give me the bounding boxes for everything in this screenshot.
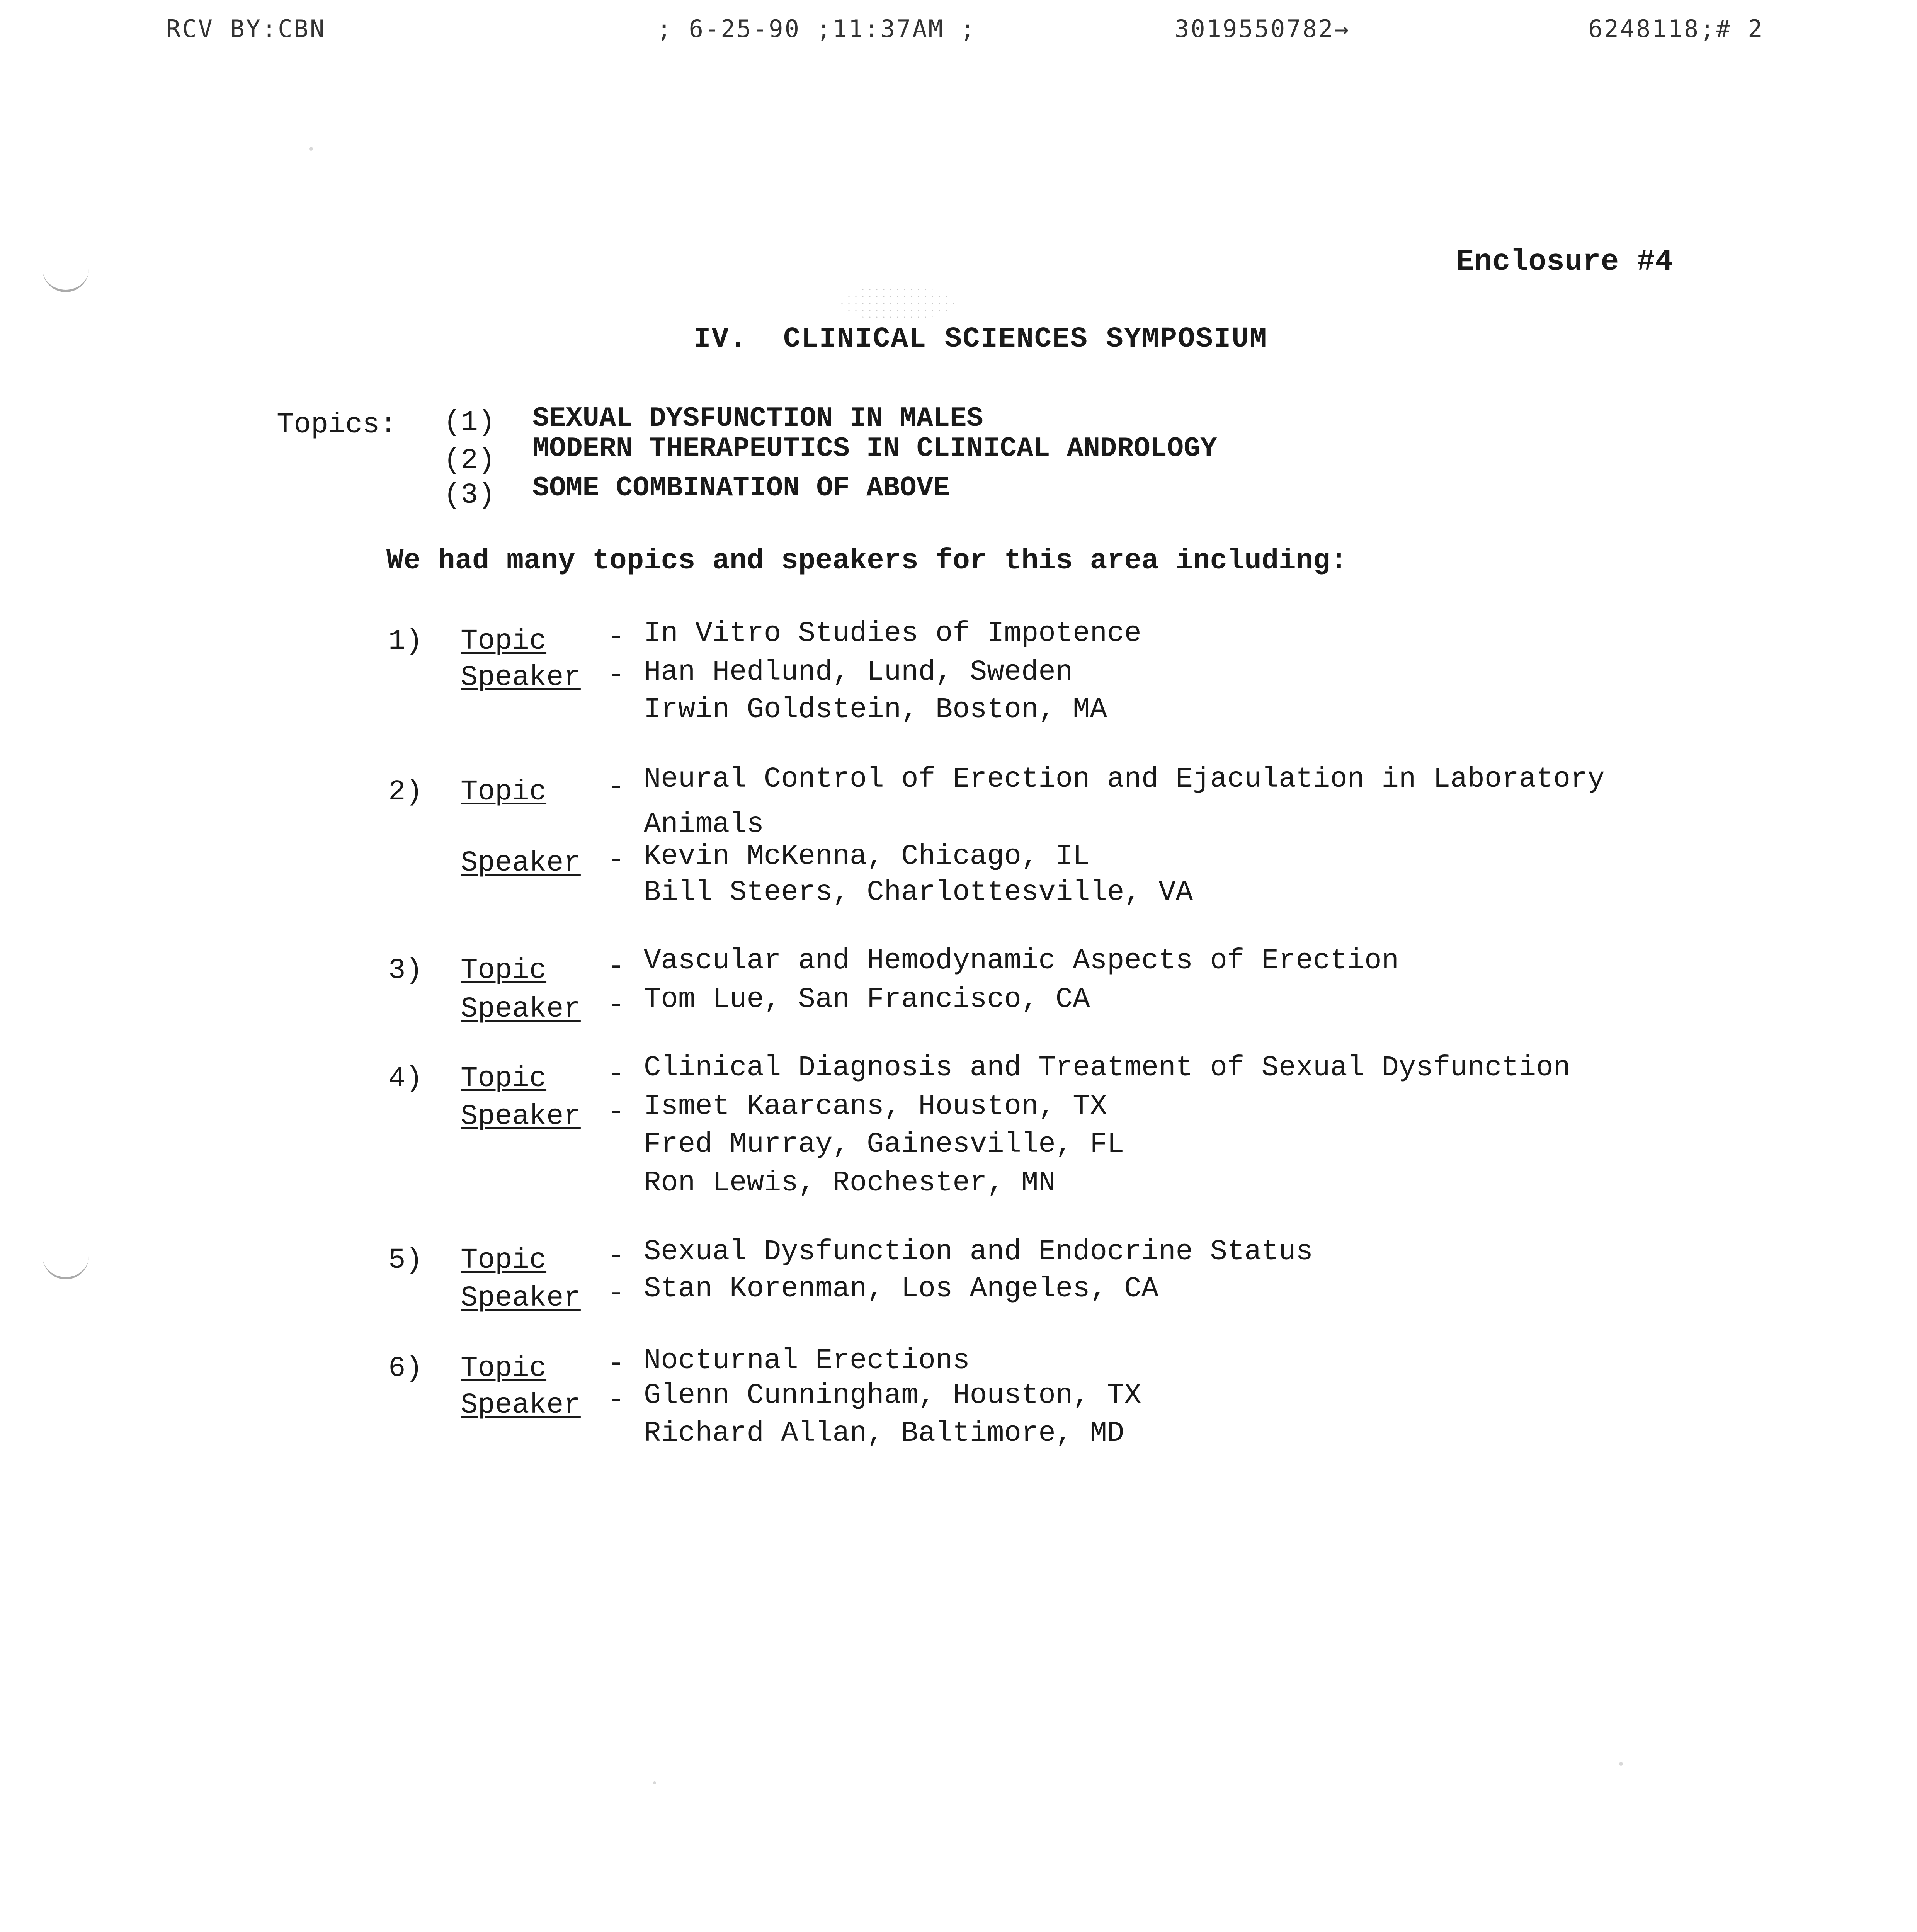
speaker: Ismet Kaarcans, Houston, TX xyxy=(644,1090,1107,1123)
topic-title: Nocturnal Erections xyxy=(644,1345,970,1377)
fax-page: 6248118;# 2 xyxy=(1588,15,1764,43)
speaker: Bill Steers, Charlottesville, VA xyxy=(644,876,1193,909)
topic-title: Clinical Diagnosis and Treatment of Sexual Dysfunction xyxy=(644,1052,1570,1084)
topic-title: Vascular and Hemodynamic Aspects of Erection xyxy=(644,945,1399,977)
item-number: 1) xyxy=(388,625,423,658)
separator-dash: - xyxy=(607,621,625,654)
fax-datetime: ; 6-25-90 ;11:37AM ; xyxy=(657,15,976,43)
topic-number: (3) xyxy=(444,479,495,512)
fax-phone: 3019550782→ xyxy=(1175,15,1351,43)
topic-title: In Vitro Studies of Impotence xyxy=(644,617,1141,650)
speaker-label: Speaker xyxy=(461,993,581,1026)
separator-dash: - xyxy=(607,951,625,983)
topic-number: (2) xyxy=(444,444,495,477)
speaker: Irwin Goldstein, Boston, MA xyxy=(644,694,1107,726)
separator-dash: - xyxy=(607,659,625,692)
speaker: Tom Lue, San Francisco, CA xyxy=(644,983,1090,1016)
separator-dash: - xyxy=(607,1058,625,1090)
topic-label: Topic xyxy=(461,625,547,658)
scan-noise xyxy=(1619,1762,1623,1766)
page-title: IV. CLINICAL SCIENCES SYMPOSIUM xyxy=(694,323,1268,355)
speaker: Ron Lewis, Rochester, MN xyxy=(644,1167,1056,1199)
speaker-label: Speaker xyxy=(461,847,581,879)
topic-number: (1) xyxy=(444,406,495,439)
separator-dash: - xyxy=(607,1348,625,1380)
topic-label: Topic xyxy=(461,1063,547,1095)
item-number: 5) xyxy=(388,1244,423,1277)
topic-label: Topic xyxy=(461,1244,547,1277)
scan-noise xyxy=(839,286,954,321)
separator-dash: - xyxy=(607,1240,625,1273)
speaker: Kevin McKenna, Chicago, IL xyxy=(644,840,1090,873)
speaker-label: Speaker xyxy=(461,1282,581,1315)
topics-label: Topics: xyxy=(277,409,397,441)
speaker: Han Hedlund, Lund, Sweden xyxy=(644,656,1073,689)
topic-text: MODERN THERAPEUTICS IN CLINICAL ANDROLOGY xyxy=(532,433,1217,464)
speaker: Fred Murray, Gainesville, FL xyxy=(644,1128,1124,1161)
speaker: Stan Korenman, Los Angeles, CA xyxy=(644,1273,1159,1305)
topic-label: Topic xyxy=(461,1352,547,1385)
topic-label: Topic xyxy=(461,954,547,987)
speaker: Richard Allan, Baltimore, MD xyxy=(644,1417,1124,1450)
item-number: 2) xyxy=(388,776,423,808)
item-number: 4) xyxy=(388,1063,423,1095)
intro-sentence: We had many topics and speakers for this area including: xyxy=(386,545,1347,577)
topic-text: SEXUAL DYSFUNCTION IN MALES xyxy=(532,403,983,434)
topic-text: SOME COMBINATION OF ABOVE xyxy=(532,472,950,504)
scan-artifact xyxy=(43,1242,89,1279)
speaker: Glenn Cunningham, Houston, TX xyxy=(644,1379,1141,1412)
separator-dash: - xyxy=(607,844,625,877)
enclosure-label: Enclosure #4 xyxy=(1456,245,1673,279)
item-number: 6) xyxy=(388,1352,423,1385)
scan-artifact xyxy=(43,255,89,292)
scan-noise xyxy=(653,1781,656,1784)
separator-dash: - xyxy=(607,1277,625,1310)
topic-label: Topic xyxy=(461,776,547,808)
scan-noise xyxy=(309,147,313,151)
topic-title-continued: Animals xyxy=(644,808,764,841)
separator-dash: - xyxy=(607,771,625,803)
topic-title: Neural Control of Erection and Ejaculation in Laboratory xyxy=(644,763,1605,796)
item-number: 3) xyxy=(388,954,423,987)
separator-dash: - xyxy=(607,1096,625,1128)
separator-dash: - xyxy=(607,1384,625,1417)
fax-received-by: RCV BY:CBN xyxy=(166,15,326,43)
topic-title: Sexual Dysfunction and Endocrine Status xyxy=(644,1236,1313,1268)
separator-dash: - xyxy=(607,989,625,1022)
speaker-label: Speaker xyxy=(461,1389,581,1422)
speaker-label: Speaker xyxy=(461,1100,581,1133)
speaker-label: Speaker xyxy=(461,662,581,694)
